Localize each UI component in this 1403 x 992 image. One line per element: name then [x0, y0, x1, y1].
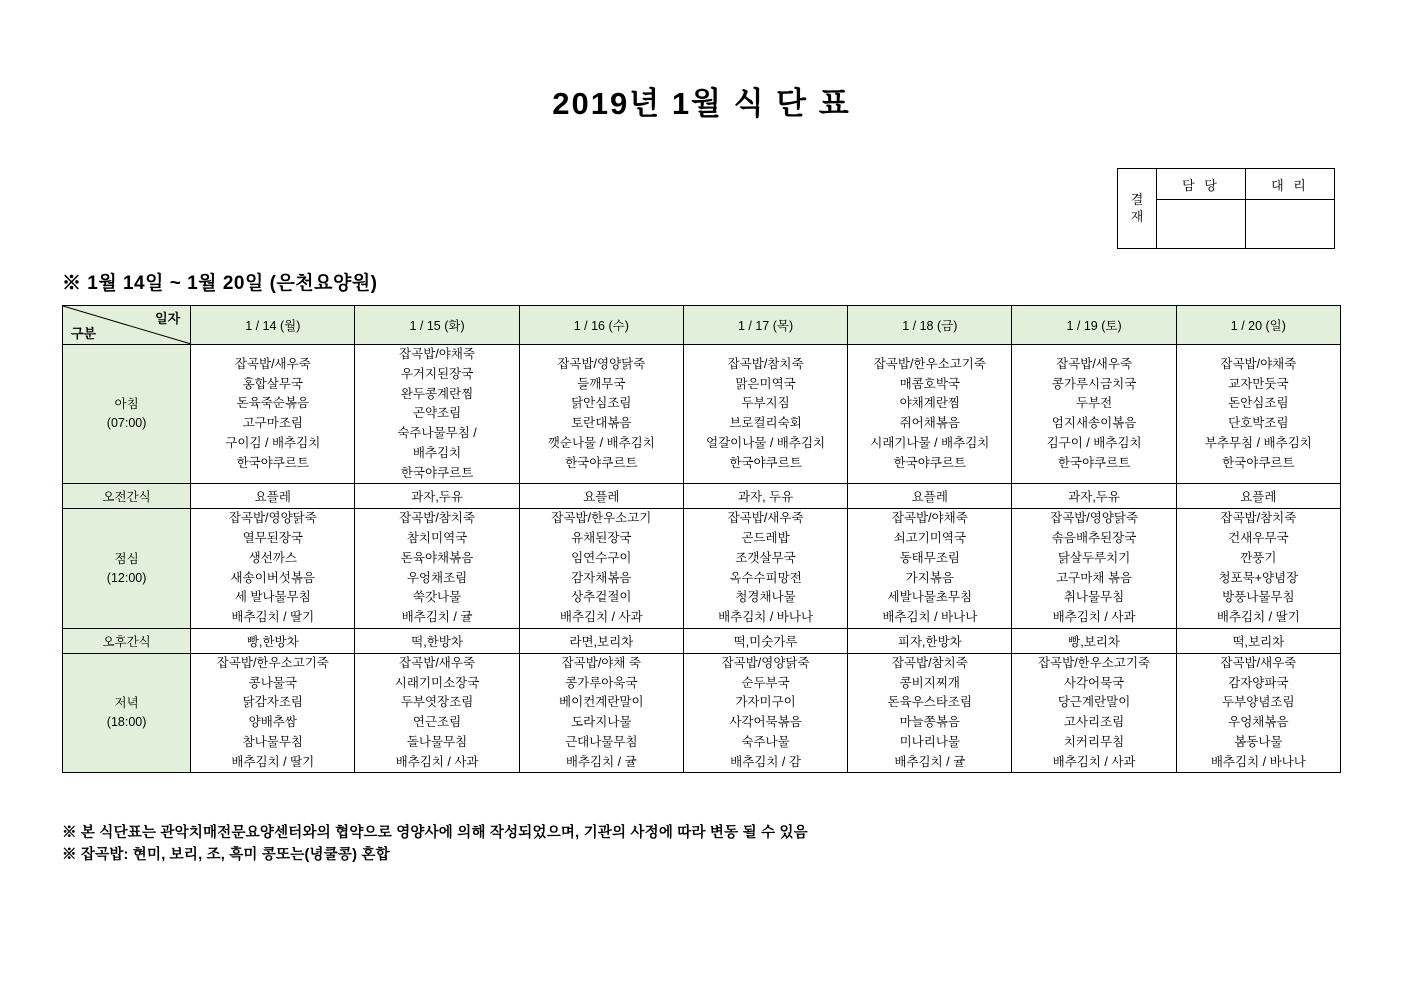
row-label-lunch-time: (12:00): [106, 570, 147, 585]
menu-item: 김구이 / 배추김치: [1046, 435, 1142, 450]
menu-item: 잡곡밥/야채죽: [891, 511, 968, 526]
meal-cell: [1012, 345, 1176, 484]
menu-item: 맑은미역국: [735, 376, 796, 391]
menu-item: 배추김치: [412, 445, 462, 460]
menu-item: 배추김치 / 딸기: [1216, 610, 1300, 624]
menu-item: 두부엿장조림: [400, 695, 474, 710]
meal-cell: [1176, 345, 1340, 484]
meal-cell: [848, 345, 1012, 484]
menu-item: 치커리무침: [1063, 734, 1125, 749]
menu-item: 배추김치 / 바나나: [1210, 754, 1306, 769]
table-corner-cell: [63, 306, 191, 345]
menu-item: 고구마채 볶음: [1056, 570, 1133, 585]
meal-cell: [519, 653, 683, 773]
menu-item: 한국야쿠르트: [1057, 455, 1131, 470]
meal-cell: [191, 345, 355, 484]
menu-item: 잡곡밥/새우죽: [399, 655, 476, 670]
row-label-breakfast-time: (07:00): [106, 416, 147, 431]
menu-item: 가자미구이: [735, 695, 796, 710]
menu-item: 배추김치 / 사과: [395, 754, 479, 769]
column-header-day-6: 1 / 20 (일): [1176, 306, 1340, 345]
menu-item: 한국야쿠르트: [893, 455, 967, 470]
snack-cell: 요플레: [1176, 484, 1340, 509]
snack-cell: 요플레: [848, 484, 1012, 509]
meal-cell: [355, 509, 519, 629]
menu-item: 배추김치 / 딸기: [231, 610, 315, 624]
row-label-lunch-name: 점심: [114, 551, 139, 566]
menu-item: 잡곡밥/야채 죽: [561, 655, 642, 670]
menu-item: 세발나물초무침: [887, 590, 973, 605]
menu-item: 베이컨계란말이: [559, 695, 644, 710]
meal-cell: [519, 345, 683, 484]
menu-item: 야채계란찜: [899, 396, 960, 411]
menu-item: 돈안심조림: [1228, 396, 1289, 411]
menu-item: 고사리조림: [1063, 715, 1125, 729]
meal-cell: [1176, 509, 1340, 629]
menu-item: 잡곡밥/새우죽: [234, 356, 311, 371]
menu-item: 숙주나물무침 /: [397, 426, 477, 440]
menu-item: 잡곡밥/참치죽: [727, 356, 804, 371]
page-title: 2019년 1월 식 단 표: [552, 86, 851, 121]
menu-item: 잡곡밥/영양닭죽: [557, 356, 646, 371]
menu-item: 한국야쿠르트: [236, 455, 310, 470]
menu-item: 엄지새송이볶음: [1051, 416, 1137, 431]
menu-item: 사각어묵볶음: [729, 715, 802, 729]
menu-item: 순두부국: [741, 675, 790, 690]
menu-item: 유채된장국: [571, 531, 632, 545]
approval-label: 결 재: [1118, 169, 1157, 249]
date-range-note: ※ 1월 14일 ~ 1월 20일 (은천요양원): [62, 273, 378, 294]
menu-item: 옥수수피망전: [729, 570, 802, 585]
menu-item: 잡곡밥/참치죽: [399, 511, 476, 526]
menu-item: 잡곡밥/새우죽: [1056, 356, 1133, 371]
snack-cell: 떡,한방차: [355, 628, 519, 653]
approval-stamp-box: [1117, 168, 1335, 249]
snack-cell: 떡,보리차: [1176, 628, 1340, 653]
menu-item: 구이김 / 배추김치: [225, 435, 321, 450]
menu-item: 청경채나물: [735, 590, 796, 605]
menu-item: 조갯살무국: [735, 550, 796, 565]
menu-item: 잡곡밥/야채죽: [1220, 356, 1297, 371]
table-row-breakfast: [63, 345, 1341, 484]
meal-cell: [683, 345, 847, 484]
menu-item: 매콤호박국: [899, 376, 960, 391]
menu-item: 연근조림: [412, 715, 462, 729]
snack-cell: 빵,보리차: [1012, 628, 1176, 653]
menu-item: 근대나물무침: [565, 734, 638, 749]
row-label-dinner: [63, 653, 191, 773]
menu-item: 세 발나물무침: [234, 590, 311, 605]
meal-cell: [1176, 653, 1340, 773]
row-label-morning-snack: 오전간식: [63, 484, 191, 509]
menu-item: 상추겉절이: [571, 590, 632, 605]
menu-item: 시래기나물 / 배추김치: [870, 435, 990, 450]
menu-item: 참나물무침: [242, 734, 303, 749]
menu-item: 청포묵+양념장: [1218, 570, 1299, 585]
menu-item: 시래기미소장국: [394, 675, 480, 690]
menu-item: 콩가루시금치국: [1051, 376, 1137, 391]
menu-item: 부추무침 / 배추김치: [1204, 435, 1312, 450]
column-header-day-5: 1 / 19 (토): [1012, 306, 1176, 345]
menu-item: 브로컬리숙회: [729, 416, 802, 431]
menu-item: 콩비지찌개: [899, 675, 960, 690]
snack-cell: 빵,한방차: [191, 628, 355, 653]
menu-item: 돈육우스타조림: [887, 695, 973, 710]
menu-item: 건새우무국: [1228, 531, 1289, 545]
menu-item: 가지볶음: [905, 570, 954, 585]
menu-item: 고구마조림: [242, 416, 303, 431]
menu-item: 사각어묵국: [1063, 675, 1125, 690]
weekly-menu-table: [62, 305, 1341, 773]
menu-item: 봄동나물: [1234, 734, 1283, 749]
meal-cell: [1012, 509, 1176, 629]
menu-item: 돈육야채볶음: [400, 550, 474, 565]
column-header-day-1: 1 / 15 (화): [355, 306, 519, 345]
menu-item: 당근계란말이: [1057, 695, 1131, 710]
footnotes: [62, 822, 808, 867]
menu-item: 잡곡밥/참치죽: [891, 655, 968, 670]
menu-item: 한국야쿠르트: [1222, 455, 1295, 470]
menu-item: 잡곡밥/한우소고기죽: [1037, 655, 1151, 670]
menu-item: 콩나물국: [248, 675, 297, 690]
menu-item: 얼갈이나물 / 배추김치: [706, 435, 826, 450]
menu-item: 우엉채볶음: [1228, 715, 1289, 729]
menu-item: 배추김치 / 딸기: [231, 754, 315, 769]
menu-item: 배추김치 / 귤: [894, 754, 966, 769]
approval-signature-0[interactable]: [1157, 200, 1246, 249]
menu-item: 양배추쌈: [248, 715, 297, 729]
table-row-lunch: [63, 509, 1341, 629]
column-header-day-2: 1 / 16 (수): [519, 306, 683, 345]
snack-cell: 라면,보리차: [519, 628, 683, 653]
row-label-breakfast: [63, 345, 191, 484]
menu-item: 배추김치 / 바나나: [882, 610, 978, 624]
snack-cell: 떡,미숫가루: [683, 628, 847, 653]
menu-item: 배추김치 / 사과: [1052, 754, 1136, 769]
menu-item: 방풍나물무침: [1222, 590, 1295, 605]
menu-item: 솎음배추된장국: [1051, 531, 1137, 545]
menu-item: 참치미역국: [406, 531, 468, 545]
snack-cell: 과자,두유: [1012, 484, 1176, 509]
row-label-dinner-name: 저녁: [114, 696, 139, 711]
snack-cell: 요플레: [519, 484, 683, 509]
menu-item: 도라지나물: [571, 715, 632, 729]
meal-cell: [355, 345, 519, 484]
menu-item: 잡곡밥/한우소고기: [551, 511, 652, 526]
menu-item: 배추김치 / 감: [730, 754, 801, 769]
menu-item: 생선까스: [248, 550, 297, 565]
menu-item: 콩가루아욱국: [565, 675, 638, 690]
snack-cell: 피자,한방차: [848, 628, 1012, 653]
footnote-line-1: ※ 잡곡밥: 현미, 보리, 조, 흑미 콩또는(녕쿨콩) 혼합: [62, 847, 390, 864]
menu-item: 마늘쫑볶음: [899, 715, 960, 729]
menu-item: 곤약조림: [412, 406, 462, 421]
footnote-line-0: ※ 본 식단표는 관악치매전문요양센터와의 협약으로 영양사에 의해 작성되었으며, 기관의 사정에 따라 변동 될 수 있음: [62, 825, 808, 841]
menu-item: 취나물무침: [1063, 590, 1125, 605]
menu-item: 들깨무국: [577, 376, 626, 391]
meal-cell: [848, 653, 1012, 773]
menu-item: 잡곡밥/영양닭죽: [721, 655, 810, 670]
corner-label-category: 구분: [71, 326, 97, 341]
menu-item: 한국야쿠르트: [565, 455, 638, 470]
menu-item: 열무된장국: [242, 531, 303, 545]
menu-item: 잡곡밥/새우죽: [1220, 655, 1297, 670]
snack-cell: 과자, 두유: [683, 484, 847, 509]
menu-item: 깐풍기: [1240, 550, 1277, 565]
menu-item: 감자채볶음: [571, 570, 632, 585]
menu-item: 배추김치 / 귤: [401, 610, 473, 624]
column-header-day-4: 1 / 18 (금): [848, 306, 1012, 345]
row-label-afternoon-snack: 오후간식: [63, 628, 191, 653]
meal-cell: [191, 653, 355, 773]
menu-item: 닭안심조림: [571, 396, 632, 411]
menu-item: 깻순나물 / 배추김치: [547, 435, 655, 450]
approval-signature-1[interactable]: [1246, 200, 1335, 249]
menu-item: 잡곡밥/참치죽: [1220, 511, 1297, 526]
menu-item: 미나리나물: [899, 734, 960, 749]
menu-item: 돌나물무침: [406, 734, 468, 749]
row-label-breakfast-name: 아침: [114, 397, 139, 412]
menu-item: 한국야쿠르트: [400, 465, 474, 480]
menu-item: 두부지짐: [741, 396, 790, 411]
meal-cell: [848, 509, 1012, 629]
table-row-morning-snack: [63, 484, 1341, 509]
menu-item: 배추김치 / 사과: [559, 610, 643, 624]
menu-item: 우거지된장국: [400, 366, 474, 381]
meal-cell: [1012, 653, 1176, 773]
menu-item: 쑥갓나물: [412, 590, 462, 605]
menu-item: 새송이버섯볶음: [230, 570, 316, 585]
menu-item: 임연수구이: [571, 550, 632, 565]
approval-column-0: 담 당: [1157, 169, 1246, 200]
menu-item: 곤드레밥: [741, 531, 790, 545]
menu-item: 잡곡밥/영양닭죽: [228, 511, 317, 526]
menu-item: 닭살두루치기: [1057, 550, 1131, 565]
menu-item: 잡곡밥/야채죽: [399, 347, 476, 361]
meal-cell: [519, 509, 683, 629]
corner-label-date: 일자: [155, 311, 181, 326]
row-label-dinner-time: (18:00): [106, 715, 147, 729]
menu-item: 우엉채조림: [406, 570, 468, 585]
meal-cell: [355, 653, 519, 773]
snack-cell: 요플레: [191, 484, 355, 509]
meal-cell: [683, 653, 847, 773]
menu-item: 한국야쿠르트: [729, 455, 802, 470]
menu-item: 완두콩계란찜: [400, 386, 474, 401]
menu-item: 감자양파국: [1228, 675, 1289, 690]
menu-item: 잡곡밥/영양닭죽: [1050, 511, 1139, 526]
menu-item: 동태무조림: [899, 550, 960, 565]
menu-item: 닭감자조림: [242, 695, 303, 710]
menu-item: 배추김치 / 사과: [1052, 610, 1136, 624]
snack-cell: 과자,두유: [355, 484, 519, 509]
table-row-dinner: [63, 653, 1341, 773]
menu-item: 배추김치 / 바나나: [718, 610, 814, 624]
menu-item: 잡곡밥/한우소고기죽: [873, 356, 986, 371]
meal-cell: [191, 509, 355, 629]
menu-item: 잡곡밥/한우소고기죽: [216, 655, 329, 670]
menu-item: 쇠고기미역국: [893, 531, 967, 545]
menu-item: 배추김치 / 귤: [565, 754, 637, 769]
menu-item: 쥐어채볶음: [899, 416, 960, 431]
table-header-row: [63, 306, 1341, 345]
column-header-day-0: 1 / 14 (월): [191, 306, 355, 345]
approval-column-1: 대 리: [1246, 169, 1335, 200]
menu-item: 두부전: [1075, 396, 1113, 411]
menu-item: 교자만둣국: [1228, 376, 1289, 391]
column-header-day-3: 1 / 17 (목): [683, 306, 847, 345]
menu-item: 돈육죽순볶음: [236, 396, 310, 411]
menu-item: 잡곡밥/새우죽: [727, 511, 804, 526]
menu-item: 두부양념조림: [1222, 695, 1295, 710]
meal-cell: [683, 509, 847, 629]
table-row-afternoon-snack: [63, 628, 1341, 653]
menu-item: 단호박조림: [1228, 416, 1289, 431]
row-label-lunch: [63, 509, 191, 629]
menu-item: 토란대볶음: [571, 416, 632, 431]
menu-item: 숙주나물: [741, 734, 790, 749]
menu-item: 홍합살무국: [242, 376, 303, 391]
